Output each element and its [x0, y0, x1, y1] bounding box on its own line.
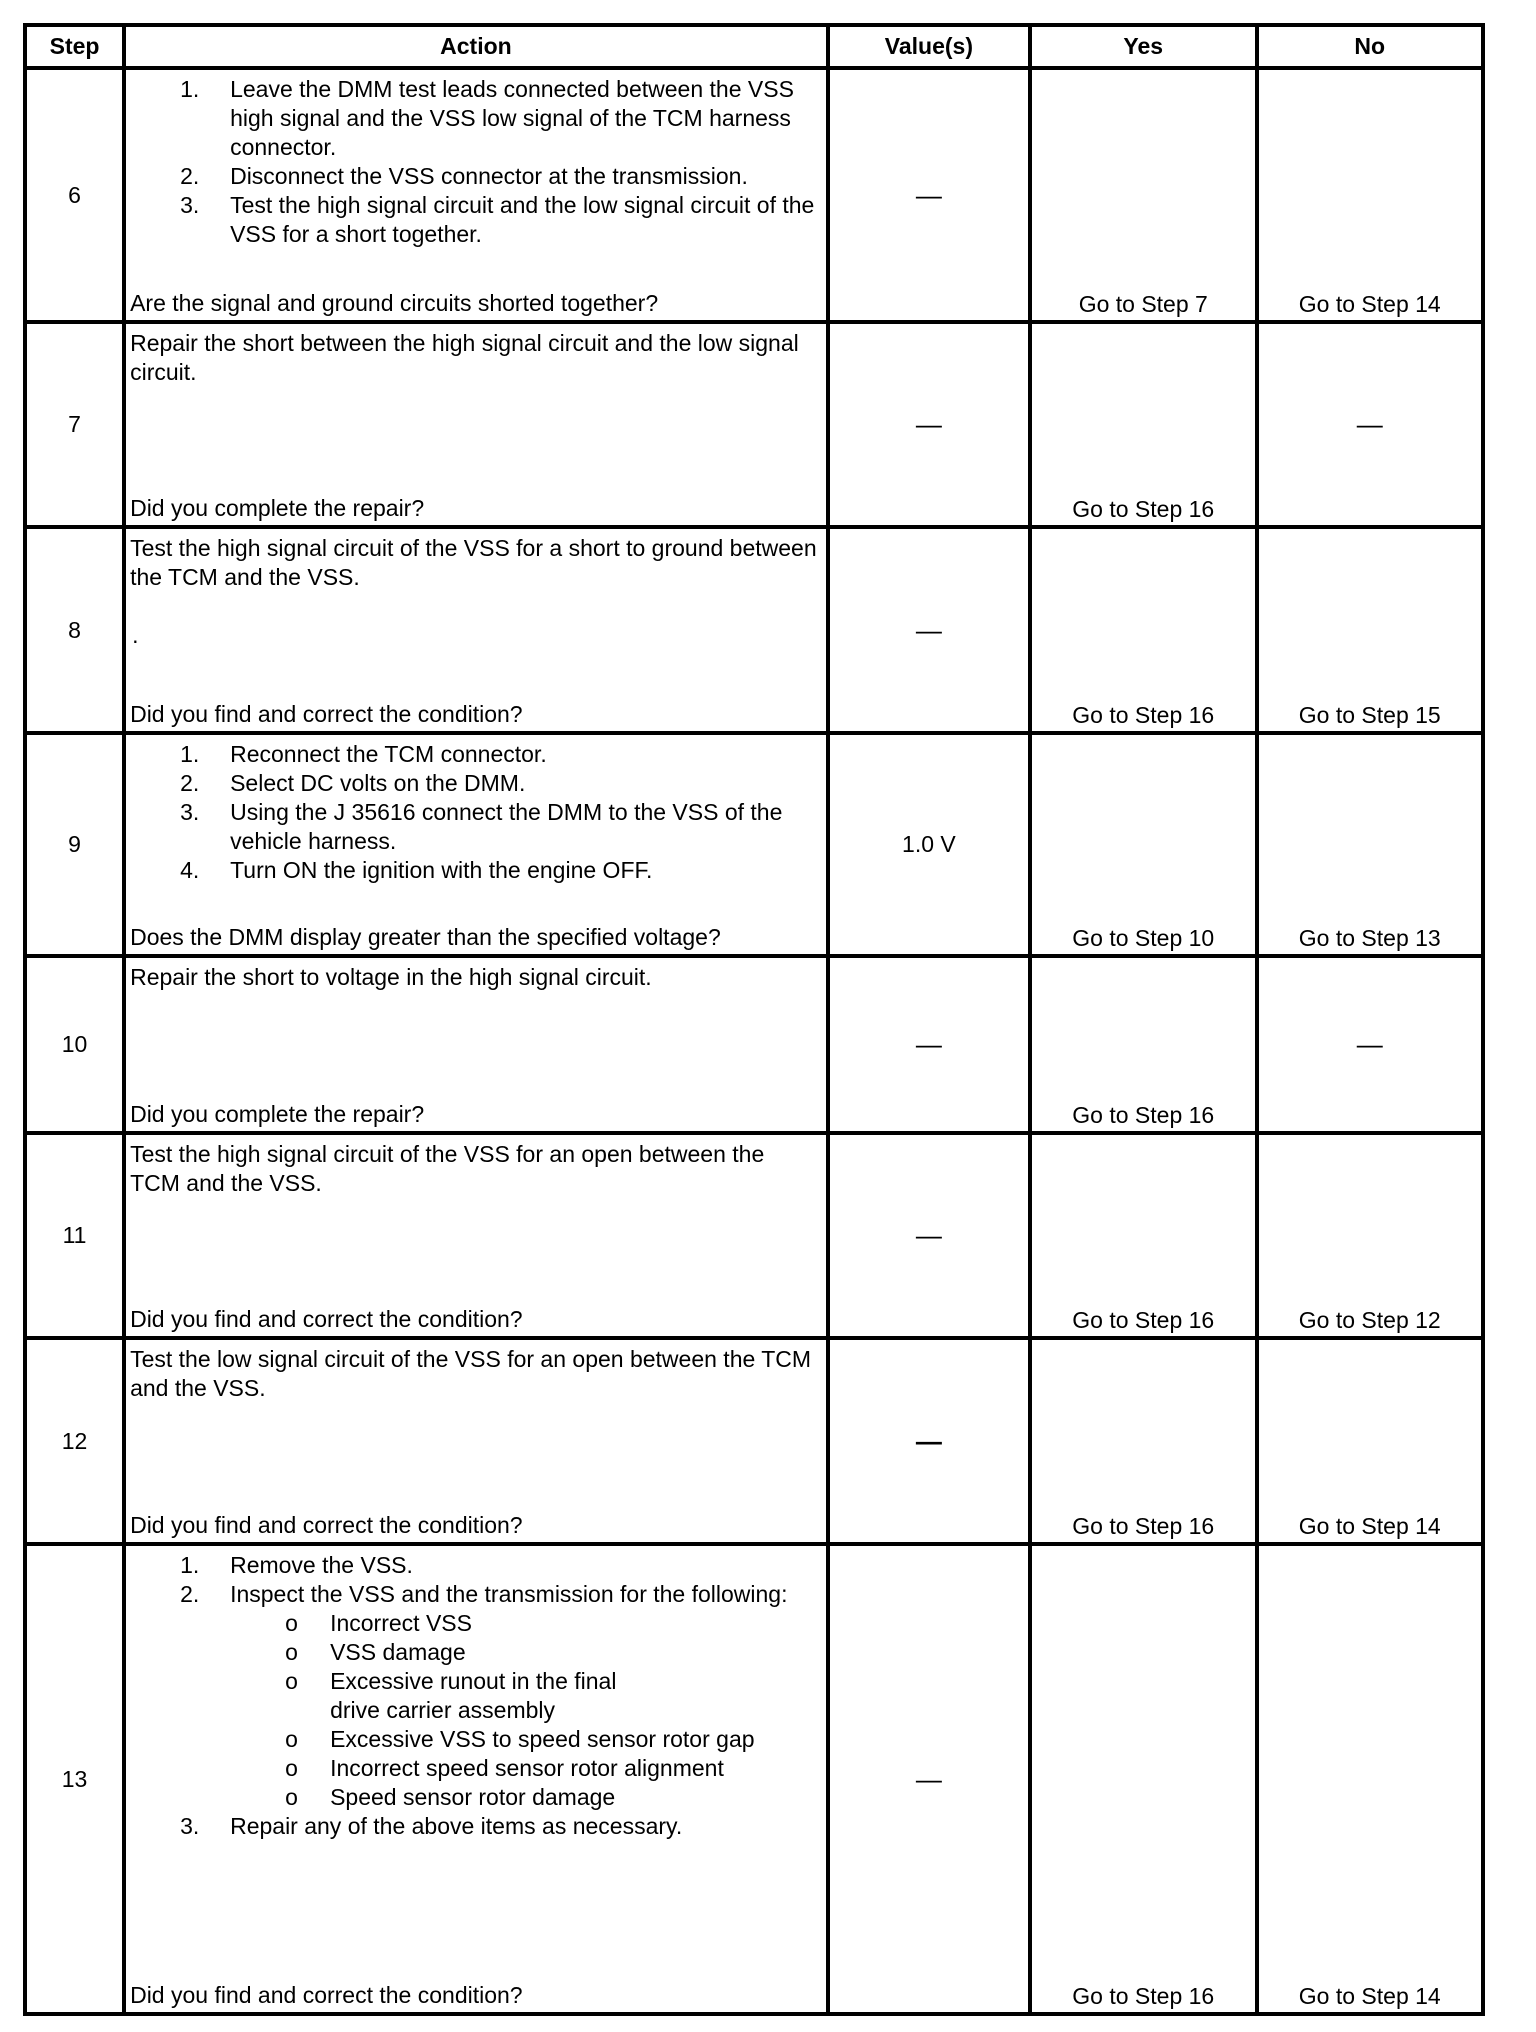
- table-row: [25, 1133, 1483, 1338]
- sub-item: [130, 1754, 820, 1783]
- sub-item: [130, 1667, 820, 1725]
- yes-cell: Go to Step 16: [1030, 322, 1256, 527]
- list-item: [130, 798, 820, 856]
- item-text: Select DC volts on the DMM.: [230, 770, 526, 796]
- sub-item-text: VSS damage: [330, 1639, 466, 1665]
- table-row: [25, 1338, 1483, 1544]
- bullet-icon: o: [285, 1755, 298, 1781]
- yes-cell: Go to Step 16: [1030, 1338, 1256, 1544]
- value-text: —: [915, 1763, 942, 1794]
- no-cell: Go to Step 14: [1257, 1338, 1484, 1544]
- action-cell: [124, 956, 828, 1133]
- value-text: —: [915, 614, 942, 645]
- item-number: 2.: [180, 1581, 200, 1607]
- item-text: Turn ON the ignition with the engine OFF.: [230, 857, 653, 883]
- table-row: [25, 956, 1483, 1133]
- value-cell: [828, 527, 1030, 733]
- item-number: 4.: [180, 857, 200, 883]
- sub-item-text: Excessive VSS to speed sensor rotor gap: [330, 1726, 755, 1752]
- sub-item-text: Incorrect VSS: [330, 1610, 472, 1636]
- yes-cell: Go to Step 16: [1030, 1133, 1256, 1338]
- item-number: 3.: [180, 799, 200, 825]
- item-text: Disconnect the VSS connector at the transmission.: [230, 163, 748, 189]
- list-item: [130, 1551, 820, 1580]
- item-number: 1.: [180, 741, 200, 767]
- step-number: 6: [25, 68, 124, 322]
- action-question: Are the signal and ground circuits shorted together?: [130, 290, 659, 316]
- item-number: 2.: [180, 163, 200, 189]
- header-values: Value(s): [828, 25, 1030, 68]
- step-number: 10: [25, 956, 124, 1133]
- sub-item: [130, 1783, 820, 1812]
- list-item: [130, 856, 820, 885]
- table-row: [25, 527, 1483, 733]
- action-steps: [130, 740, 820, 885]
- step-number: 13: [25, 1544, 124, 2014]
- item-text: Remove the VSS.: [230, 1552, 413, 1578]
- sub-item: [130, 1638, 820, 1667]
- action-text: Test the low signal circuit of the VSS for an open between the TCM and the VSS.: [130, 1346, 812, 1401]
- action-question: Does the DMM display greater than the specified voltage?: [130, 924, 721, 950]
- list-item: [130, 1580, 820, 1812]
- action-note: .: [132, 622, 139, 648]
- table-row: [25, 1544, 1483, 2014]
- no-cell: [1257, 322, 1484, 527]
- bullet-icon: o: [285, 1639, 298, 1665]
- bullet-icon: o: [285, 1610, 298, 1636]
- yes-cell: Go to Step 16: [1030, 956, 1256, 1133]
- value-cell: [828, 956, 1030, 1133]
- item-text: Using the J 35616 connect the DMM to the VSS of the vehicle harness.: [230, 799, 783, 854]
- yes-cell: Go to Step 10: [1030, 733, 1256, 956]
- yes-cell: Go to Step 16: [1030, 527, 1256, 733]
- item-text: Test the high signal circuit and the low signal circuit of the VSS for a short together.: [230, 192, 815, 247]
- step-number: 11: [25, 1133, 124, 1338]
- no-text: —: [1356, 1029, 1383, 1059]
- item-number: 2.: [180, 770, 200, 796]
- table-row: [25, 68, 1483, 322]
- action-question: Did you find and correct the condition?: [130, 701, 523, 727]
- bullet-icon: o: [285, 1784, 298, 1810]
- action-text: Test the high signal circuit of the VSS for an open between the TCM and the VSS.: [130, 1141, 765, 1196]
- action-steps: [130, 1551, 820, 1841]
- value-cell: [828, 1338, 1030, 1544]
- item-number: 1.: [180, 76, 200, 102]
- list-item: [130, 740, 820, 769]
- table-row: [25, 322, 1483, 527]
- action-text: Repair the short to voltage in the high signal circuit.: [130, 964, 652, 990]
- no-cell: Go to Step 14: [1257, 1544, 1484, 2014]
- sub-item-text: Speed sensor rotor damage: [330, 1784, 616, 1810]
- list-item: [130, 75, 820, 162]
- action-question: Did you complete the repair?: [130, 495, 425, 521]
- item-text: Leave the DMM test leads connected between the VSS high signal and the VSS low signal of the TCM harness connector.: [230, 76, 794, 160]
- list-item: [130, 162, 820, 191]
- header-row: [25, 25, 1483, 68]
- step-number: 9: [25, 733, 124, 956]
- sub-item: [130, 1609, 820, 1638]
- value-text: —: [915, 1425, 942, 1456]
- value-text: —: [915, 1220, 942, 1250]
- list-item: [130, 191, 820, 249]
- item-number: 1.: [180, 1552, 200, 1578]
- no-cell: Go to Step 15: [1257, 527, 1484, 733]
- action-question: Did you find and correct the condition?: [130, 1512, 523, 1538]
- list-item: [130, 1812, 820, 1841]
- step-number: 12: [25, 1338, 124, 1544]
- action-question: Did you find and correct the condition?: [130, 1306, 523, 1332]
- value-cell: [828, 322, 1030, 527]
- no-cell: [1257, 956, 1484, 1133]
- action-steps: [130, 75, 820, 249]
- value-cell: [828, 1133, 1030, 1338]
- step-number: 8: [25, 527, 124, 733]
- yes-cell: Go to Step 16: [1030, 1544, 1256, 2014]
- header-action: Action: [124, 25, 828, 68]
- item-text: Reconnect the TCM connector.: [230, 741, 547, 767]
- value-cell: [828, 68, 1030, 322]
- action-cell: [124, 322, 828, 527]
- item-number: 3.: [180, 1813, 200, 1839]
- yes-cell: Go to Step 7: [1030, 68, 1256, 322]
- action-text: Repair the short between the high signal circuit and the low signal circuit.: [130, 330, 799, 385]
- value-cell: [828, 1544, 1030, 2014]
- action-cell: [124, 1133, 828, 1338]
- no-text: —: [1356, 409, 1383, 439]
- no-cell: Go to Step 14: [1257, 68, 1484, 322]
- item-number: 3.: [180, 192, 200, 218]
- step-number: 7: [25, 322, 124, 527]
- sub-item-text: Incorrect speed sensor rotor alignment: [330, 1755, 724, 1781]
- action-question: Did you find and correct the condition?: [130, 1982, 523, 2008]
- header-yes: Yes: [1030, 25, 1256, 68]
- header-no: No: [1257, 25, 1484, 68]
- bullet-icon: o: [285, 1668, 298, 1694]
- value-text: —: [915, 179, 942, 210]
- action-cell: [124, 733, 828, 956]
- action-text: Test the high signal circuit of the VSS for a short to ground between the TCM and the VSS.: [130, 535, 817, 590]
- value-text: —: [915, 409, 942, 439]
- action-cell: [124, 527, 828, 733]
- bullet-icon: o: [285, 1726, 298, 1752]
- sub-list: [130, 1609, 820, 1812]
- sub-item-text: Excessive runout in the final drive carrier assembly: [330, 1668, 617, 1723]
- no-cell: Go to Step 12: [1257, 1133, 1484, 1338]
- sub-item: [130, 1725, 820, 1754]
- action-cell: [124, 1338, 828, 1544]
- value-cell: 1.0 V: [828, 733, 1030, 956]
- item-text: Inspect the VSS and the transmission for the following:: [230, 1581, 788, 1607]
- action-question: Did you complete the repair?: [130, 1101, 425, 1127]
- diagnostic-table: [23, 23, 1485, 2016]
- item-text: Repair any of the above items as necessary.: [230, 1813, 683, 1839]
- value-text: —: [915, 1029, 942, 1059]
- list-item: [130, 769, 820, 798]
- table-row: [25, 733, 1483, 956]
- header-step: Step: [25, 25, 124, 68]
- action-cell: [124, 68, 828, 322]
- no-cell: Go to Step 13: [1257, 733, 1484, 956]
- action-cell: [124, 1544, 828, 2014]
